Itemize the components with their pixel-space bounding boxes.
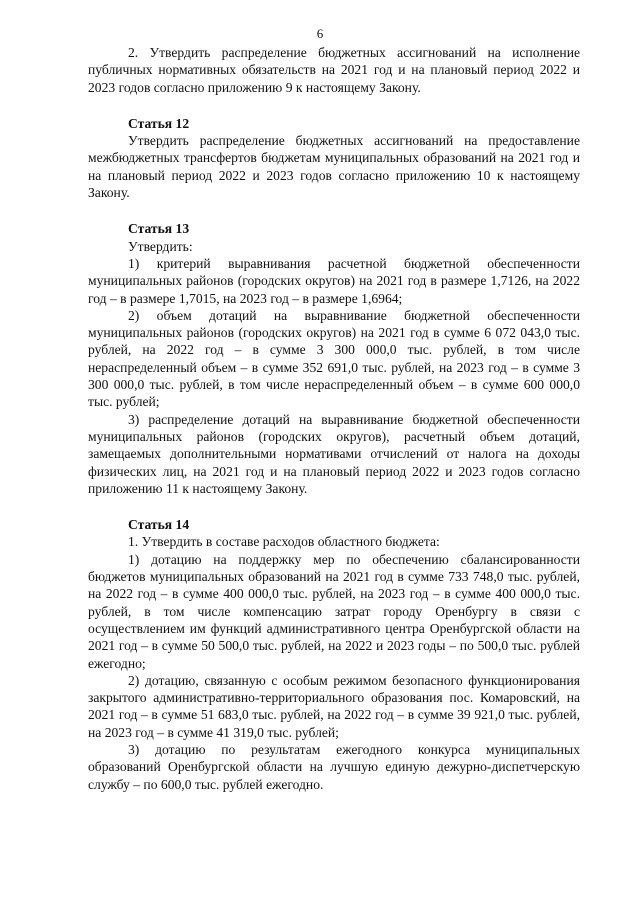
article14-item-2: 2) дотацию, связанную с особым режимом безопасного функционирования закрытого административно-территориального образования пос. Комаровский, на 2021 год – в сумме 51 683,0 тыс. рублей, на 2022 год – в сумме 39 921,0 тыс. рублей, на 2023 год – в сумме 41 319,0 тыс. рублей; [88, 672, 580, 740]
page-number: 6 [316, 26, 324, 41]
article12-paragraph-1: Утвердить распределение бюджетных ассигнований на предоставление межбюджетных трансфертов бюджетам муниципальных образований на 2021 год и на плановый период 2022 и 2023 годов согласно приложению 10 к настоящему Закону. [88, 133, 580, 201]
article12-title: Статья 12 [128, 115, 190, 131]
article14-item-1: 1) дотацию на поддержку мер по обеспечению сбалансированности бюджетов муниципальных образований на 2021 год в сумме 733 748,0 тыс. рублей, на 2022 год – в сумме 400 000,0 тыс. рублей, на 2023 год – в сумме 400 000,0 тыс. рублей, в том числе компенсацию затрат городу Оренбургу в связи с осуществлением им функций административного центра Оренбургской области на 2021 год – в сумме 50 500,0 тыс. рублей, на 2022 и 2023 годы – по 500,0 тыс. рублей ежегодно; [88, 551, 580, 671]
article14-title: Статья 14 [128, 517, 190, 533]
article14-item-3: 3) дотацию по результатам ежегодного конкурса муниципальных образований Оренбургской области на лучшую единую дежурно-диспетчерскую службу – по 600,0 тыс. рублей ежегодно. [88, 741, 580, 792]
spacer [88, 96, 580, 115]
article14-intro: 1. Утвердить в составе расходов областного бюджета: [128, 534, 440, 550]
article13-item-3: 3) распределение дотаций на выравнивание бюджетной обеспеченности муниципальных районов (городских округов), расчетный объем дотаций, замещаемых дополнительными нормативами отчислений от налога на доходы физических лиц, на 2021 год и на плановый период 2022 и 2023 годов согласно приложению 11 к настоящему Закону. [88, 411, 580, 496]
spacer [88, 497, 580, 516]
spacer [88, 201, 580, 220]
article13-item-1: 1) критерий выравнивания расчетной бюджетной обеспеченности муниципальных районов (городских округов) на 2021 год в размере 1,7126, на 2022 год – в размере 1,7015, на 2023 год – в размере 1,6964; [88, 255, 580, 306]
document-body [88, 44, 580, 793]
article13-intro: Утвердить: [128, 238, 193, 254]
article13-item-2: 2) объем дотаций на выравнивание бюджетной обеспеченности муниципальных районов (городских округов) на 2021 год в сумме 6 072 043,0 тыс. рублей, на 2022 год – в сумме 3 300 000,0 тыс. рублей, в том числе нераспределенный объем – в сумме 352 691,0 тыс. рублей, на 2023 год – в сумме 3 300 000,0 тыс. рублей, в том числе нераспределенный объем – в сумме 600 000,0 тыс. рублей; [88, 307, 580, 410]
article13-title: Статья 13 [128, 221, 190, 237]
article11-paragraph-2: 2. Утвердить распределение бюджетных ассигнований на исполнение публичных нормативных обязательств на 2021 год и на плановый период 2022 и 2023 годов согласно приложению 9 к настоящему Закону. [88, 45, 580, 95]
